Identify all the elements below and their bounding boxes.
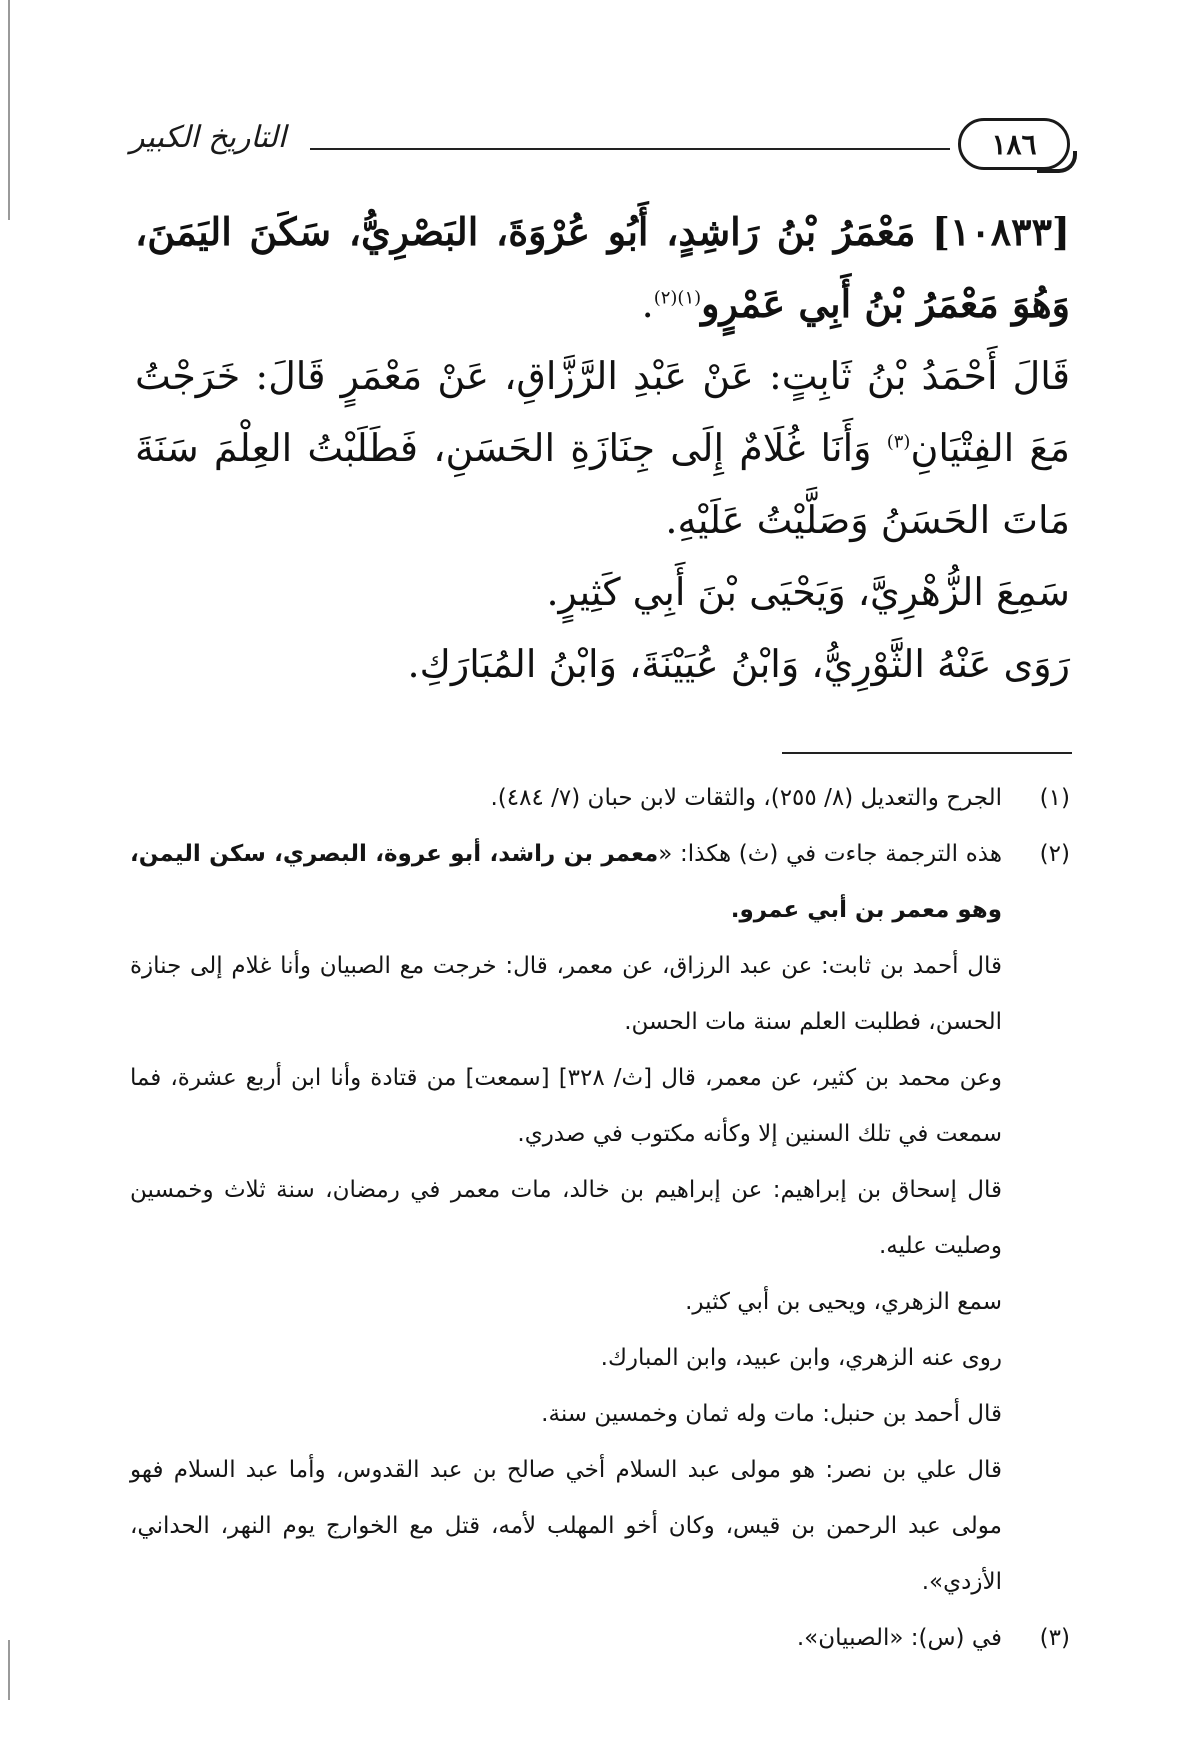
paragraph-text-rest: وَأَنَا غُلَامٌ إِلَى جِنَازَةِ الحَسَنِ، فَطَلَبْتُ العِلْمَ سَنَةَ مَاتَ الحَسَنُ وَصَلَّيْتُ عَلَيْهِ. [135,426,1070,542]
entry-body [135,196,1070,700]
paragraph-text: قَالَ أَحْمَدُ بْنُ ثَابِتٍ: عَنْ عَبْدِ الرَّزَّاقِ، عَنْ مَعْمَرٍ قَالَ: خَرَجْتُ مَعَ الفِتْيَانِ [135,354,1070,470]
scan-edge [8,0,10,220]
footnote-line: قال أحمد بن ثابت: عن عبد الرزاق، عن معمر، قال: خرجت مع الصبيان وأنا غلام إلى جنازة الحسن، فطلبت العلم سنة مات الحسن. [130,953,1002,1035]
footnote-line: قال علي بن نصر: هو مولى عبد السلام أخي صالح بن عبد القدوس، وأما عبد السلام فهو مولى عبد الرحمن بن قيس، وكان أخو المهلب لأمه، قتل مع الخوارج يوم النهر، الحداني، الأزدي». [130,1457,1002,1595]
book-title: التاريخ الكبير [130,120,287,155]
footnote-separator [782,752,1072,754]
entry-heading [135,196,1070,340]
footnotes [130,770,1070,1666]
footnote-intro: هذه الترجمة جاءت في (ث) هكذا: « [658,841,1002,867]
footnote-line: سمع الزهري، ويحيى بن أبي كثير. [685,1289,1002,1315]
header-rule [310,148,950,150]
footnote-body [130,826,1002,1610]
heading-end: . [641,282,654,326]
entry-name: مَعْمَرُ بْنُ رَاشِدٍ، أَبُو عُرْوَةَ، البَصْرِيُّ، سَكَنَ اليَمَنَ، وَهُوَ مَعْمَرُ بْنُ أَبِي عَمْرٍو [135,209,1070,326]
footnote-line [130,826,1002,938]
heard-from-line: سَمِعَ الزُّهْرِيَّ، وَيَحْيَى بْنَ أَبِي كَثِيرٍ. [546,570,1070,614]
footnote-quote: معمر بن راشد، أبو عروة، البصري، سكن اليمن، وهو معمر بن أبي عمرو. [130,841,1002,923]
footnote-number: (٢) [1039,841,1070,867]
footnote-ref: (١)(٢) [653,287,702,309]
scan-edge [8,1640,10,1700]
footnote [130,1610,1070,1666]
footnote-number: (١) [1039,785,1070,811]
footnote [130,770,1070,826]
entry-number: [١٠٨٣٣] [931,209,1070,254]
narrated-by-line: رَوَى عَنْهُ الثَّوْرِيُّ، وَابْنُ عُيَيْنَةَ، وَابْنُ المُبَارَكِ. [407,642,1070,686]
page-header [130,118,1070,174]
footnote-line: في (س): «الصبيان». [796,1625,1002,1651]
page-number-badge [958,118,1070,170]
footnote-body [130,1610,1002,1666]
footnote [130,826,1070,1610]
footnote-line: قال إسحاق بن إبراهيم: عن إبراهيم بن خالد، مات معمر في رمضان، سنة ثلاث وخمسين وصليت عليه. [130,1177,1002,1259]
page-number: ١٨٦ [991,127,1037,161]
footnote-line: الجرح والتعديل (٨/ ٢٥٥)، والثقات لابن حبان (٧/ ٤٨٤). [490,785,1002,811]
footnote-line: روى عنه الزهري، وابن عبيد، وابن المبارك. [600,1345,1002,1371]
footnote-body [130,770,1002,826]
footnote-ref: (٣) [886,431,911,453]
footnote-line: وعن محمد بن كثير، عن معمر، قال [ث/ ٣٢٨] [سمعت] من قتادة وأنا ابن أربع عشرة، فما سمعت في تلك السنين إلا وكأنه مكتوب في صدري. [130,1065,1002,1147]
footnote-number: (٣) [1039,1625,1070,1651]
footnote-line: قال أحمد بن حنبل: مات وله ثمان وخمسين سنة. [541,1401,1002,1427]
entry-paragraph [135,340,1070,556]
